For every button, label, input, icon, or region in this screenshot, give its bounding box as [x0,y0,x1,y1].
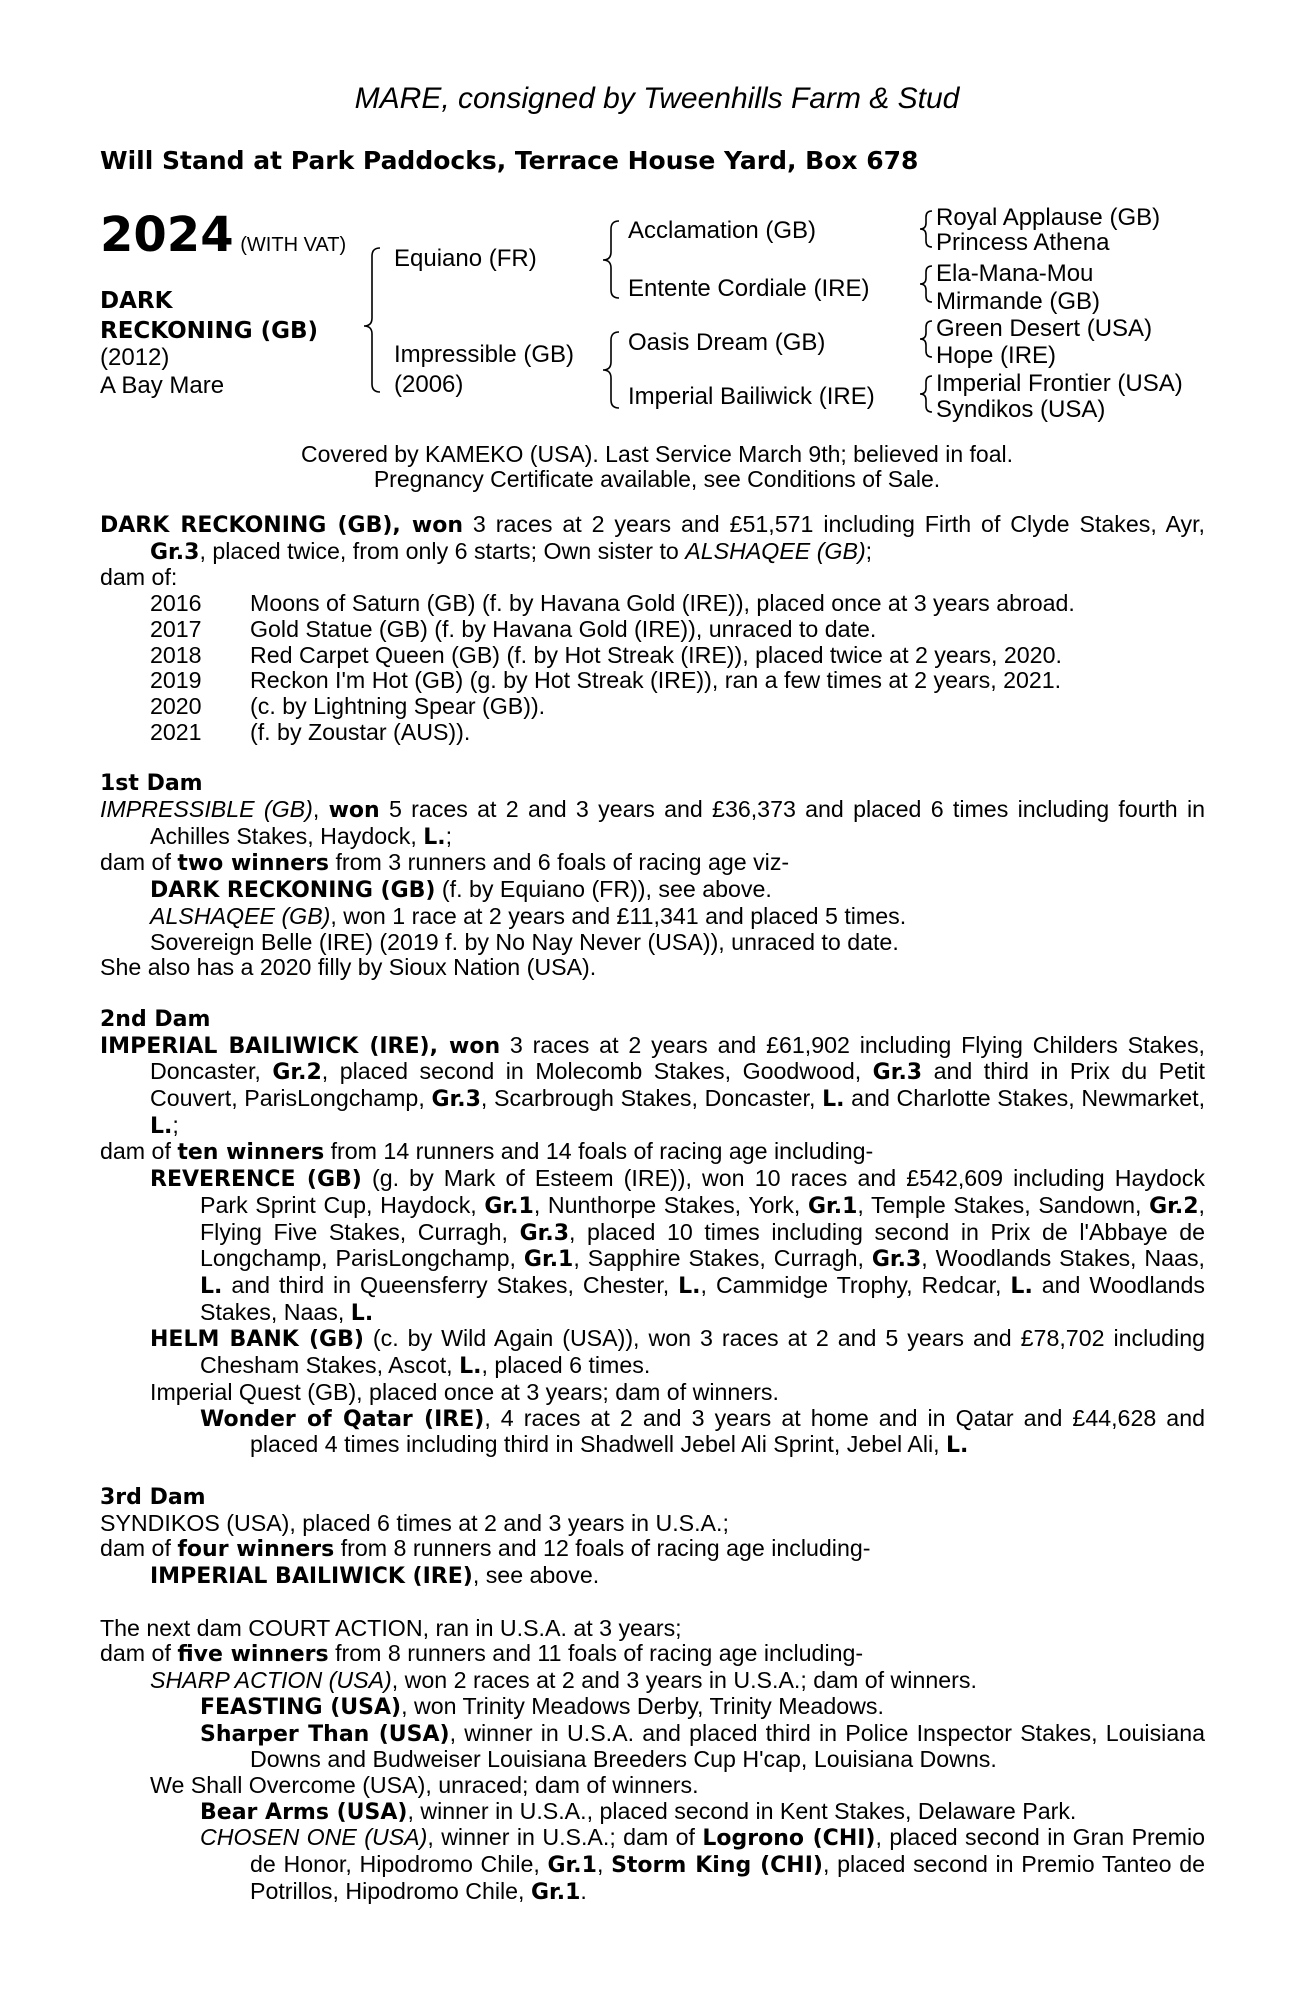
dam-dam: Imperial Bailiwick (IRE) [628,383,875,410]
grandproduce-entry: FEASTING (USA), won Trinity Meadows Derby, Trinity Meadows. [200,1692,884,1720]
foaled-year: (2012) [100,344,170,371]
dam-sire-dam: Hope (IRE) [936,342,1057,369]
horse-name-line1: DARK [100,288,173,314]
grandproduce-entry: Sharper Than (USA), winner in U.S.A. and placed third in Police Inspector Stakes, Louisiana Downs and Budweiser Louisiana Breeders Cup H'cap, Louisiana Downs. [200,1719,1206,1773]
foal-record: 2018 Red Carpet Queen (GB) (f. by Hot Streak (IRE)), placed twice at 2 years, 2020. [150,641,1062,668]
third-dam-produce-summary: dam of four winners from 8 runners and 12 foals of racing age including- [100,1535,871,1563]
bracket-gen1 [364,248,380,392]
dam-year: (2006) [394,371,464,398]
sire: Equiano (FR) [394,245,537,272]
dam-sire: Oasis Dream (GB) [628,329,826,356]
third-dam-record: SYNDIKOS (USA), placed 6 times at 2 and 3 years in U.S.A.; [100,1509,729,1536]
dam: Impressible (GB) [394,341,575,368]
stand-location: Will Stand at Park Paddocks, Terrace House Yard, Box 678 [100,146,919,175]
produce-entry: REVERENCE (GB) (g. by Mark of Esteem (IRE)), won 10 races and £542,609 including Haydock Park Sprint Cup, Haydock, Gr.1, Nunthorpe Stakes, York, Gr.1, Temple Stakes, Sandown, Gr.2, Flying Five Stakes, Curragh, Gr.3, placed 10 times including second in Prix de l'Abbaye de Longchamp, ParisLongchamp, Gr.1, Sapphire Stakes, Curragh, Gr.3, Woodlands Stakes, Naas, L. and third in Queensferry Stakes, Chester, L., Cammidge Trophy, Redcar, L. and Woodlands Stakes, Naas, L. [150,1165,1205,1326]
dam-of-label: dam of: [100,564,178,591]
foal-record: 2021 (f. by Zoustar (AUS)). [150,718,471,745]
first-dam-heading: 1st Dam [100,771,203,797]
first-dam-also: She also has a 2020 filly by Sioux Nation (USA). [100,954,597,981]
mare-summary: DARK RECKONING (GB), won 3 races at 2 years and £51,571 including Firth of Clyde Stakes, Ayr, Gr.3, placed twice, from only 6 starts; Own sister to ALSHAQEE (GB); [100,511,1205,565]
bracket-gen2-dam [603,332,619,408]
second-dam-heading: 2nd Dam [100,1006,211,1032]
produce-entry: IMPERIAL BAILIWICK (IRE), see above. [150,1562,600,1590]
bracket-gen3-4 [920,376,932,412]
sire-dam-sire: Ela-Mana-Mou [936,260,1094,287]
horse-name-line2: RECKONING (GB) [100,318,319,344]
dam-sire-sire: Green Desert (USA) [936,315,1153,342]
grandproduce-entry: CHOSEN ONE (USA), winner in U.S.A.; dam of Logrono (CHI), placed second in Gran Premio de Honor, Hipodromo Chile, Gr.1, Storm King (CHI), placed second in Premio Tanteo de Potrillos, Hipodromo Chile, Gr.1. [200,1824,1206,1905]
bracket-gen3-2 [920,266,932,302]
next-dam-record: The next dam COURT ACTION, ran in U.S.A. at 3 years; [100,1614,682,1641]
sire-dam-dam: Mirmande (GB) [936,288,1101,315]
pedigree-table [0,0,1314,440]
consignor-line: MARE, consigned by Tweenhills Farm & Stud [354,82,960,115]
covered-line1: Covered by KAMEKO (USA). Last Service March 9th; believed in foal. [300,441,1014,467]
second-dam-produce-summary: dam of ten winners from 14 runners and 14 foals of racing age including- [100,1138,874,1166]
bracket-gen2-sire [603,221,619,298]
produce-entry: DARK RECKONING (GB) (f. by Equiano (FR)), see above. [150,876,772,904]
produce-entry: Sovereign Belle (IRE) (2019 f. by No Nay Never (USA)), unraced to date. [150,928,899,955]
first-dam-produce-summary: dam of two winners from 3 runners and 6 foals of racing age viz- [100,849,790,877]
foal-record: 2016 Moons of Saturn (GB) (f. by Havana Gold (IRE)), placed once at 3 years abroad. [150,590,1075,617]
third-dam-heading: 3rd Dam [100,1484,206,1510]
produce-entry: ALSHAQEE (GB), won 1 race at 2 years and £11,341 and placed 5 times. [150,902,907,929]
dam-dam-dam: Syndikos (USA) [936,396,1106,423]
dam-dam-sire: Imperial Frontier (USA) [936,370,1183,397]
foal-record: 2019 Reckon I'm Hot (GB) (g. by Hot Streak (IRE)), ran a few times at 2 years, 2021. [150,667,1062,694]
foal-record: 2017 Gold Statue (GB) (f. by Havana Gold (IRE)), unraced to date. [150,615,877,642]
produce-entry: HELM BANK (GB) (c. by Wild Again (USA)), won 3 races at 2 and 5 years and £78,702 including Chesham Stakes, Ascot, L., placed 6 times. [150,1325,1205,1380]
sire-sire: Acclamation (GB) [628,217,817,244]
first-dam-record: IMPRESSIBLE (GB), won 5 races at 2 and 3 years and £36,373 and placed 6 times including fourth in Achilles Stakes, Haydock, L.; [100,796,1206,850]
sire-sire-dam: Princess Athena [936,229,1110,256]
next-dam-produce-summary: dam of five winners from 8 runners and 11 foals of racing age including- [100,1640,864,1668]
bracket-gen3-3 [920,321,932,357]
sire-sire-sire: Royal Applause (GB) [936,204,1161,231]
second-dam-record: IMPERIAL BAILIWICK (IRE), won 3 races at 2 years and £61,902 including Flying Childers Stakes, Doncaster, Gr.2, placed second in Molecomb Stakes, Goodwood, Gr.3 and third in Prix du Petit Couvert, ParisLongchamp, Gr.3, Scarbrough Stakes, Doncaster, L. and Charlotte Stakes, Newmarket, L.; [100,1031,1206,1139]
bracket-gen3-1 [920,211,932,247]
produce-entry: Imperial Quest (GB), placed once at 3 years; dam of winners. [150,1378,779,1405]
foal-record: 2020 (c. by Lightning Spear (GB)). [150,692,546,719]
catalogue-body [100,512,1205,1905]
produce-entry: SHARP ACTION (USA), won 2 races at 2 and 3 years in U.S.A.; dam of winners. [150,1667,977,1694]
produce-entry: We Shall Overcome (USA), unraced; dam of winners. [150,1771,699,1798]
pedigree-brackets [0,0,1314,440]
horse-description: A Bay Mare [100,372,225,399]
grandproduce-entry: Wonder of Qatar (IRE), 4 races at 2 and 3 years at home and in Qatar and £44,628 and placed 4 times including third in Shadwell Jebel Ali Sprint, Jebel Ali, L. [200,1404,1205,1459]
sire-dam: Entente Cordiale (IRE) [628,275,870,302]
grandproduce-entry: Bear Arms (USA), winner in U.S.A., placed second in Kent Stakes, Delaware Park. [200,1797,1077,1825]
lot-year: 2024 [100,207,234,263]
vat-note: (WITH VAT) [240,234,347,256]
covered-line2: Pregnancy Certificate available, see Conditions of Sale. [373,466,941,492]
